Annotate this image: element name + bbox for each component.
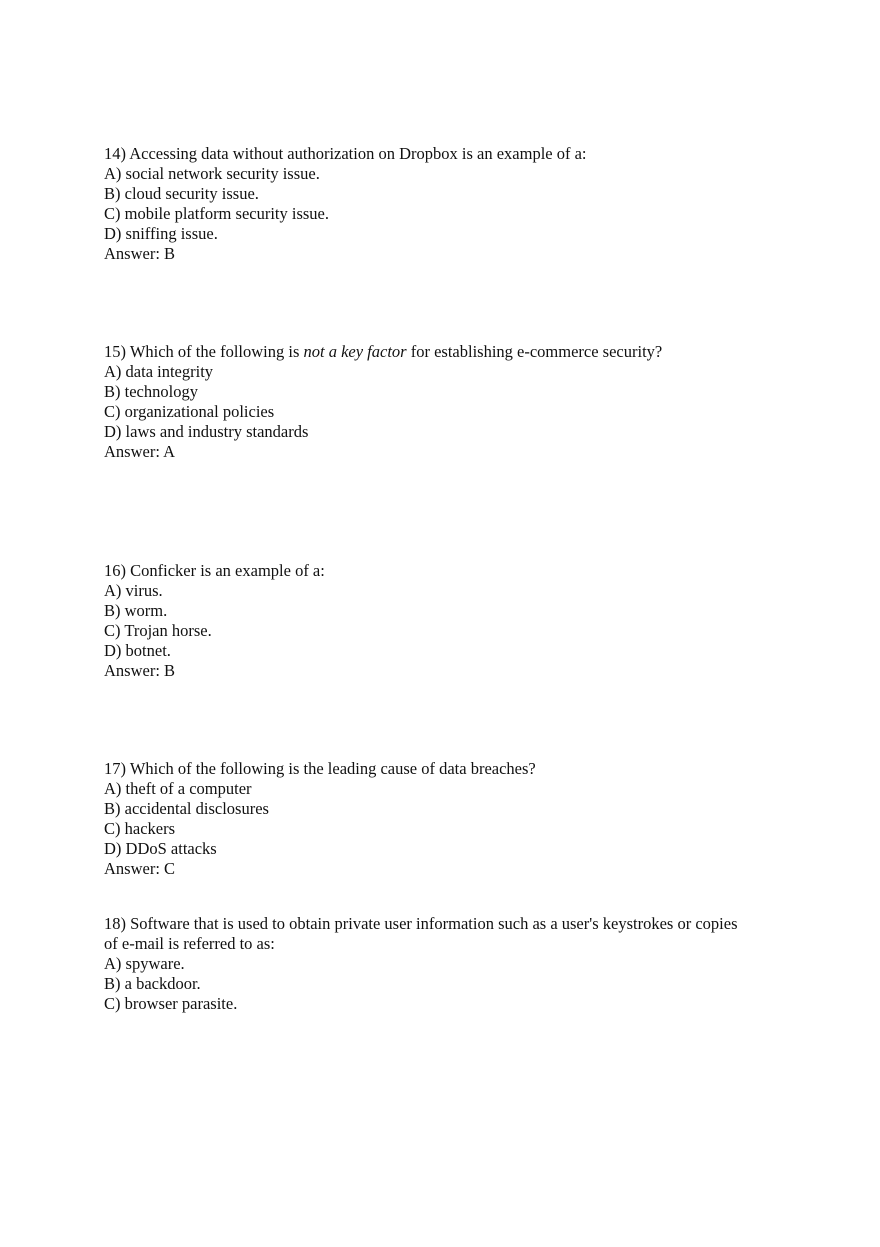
question-stem: 17) Which of the following is the leading cause of data breaches? [104, 759, 536, 778]
question-stem [104, 342, 784, 362]
question-stem-line-2: of e-mail is referred to as: [104, 934, 275, 953]
question-15 [104, 342, 784, 462]
option-d: D) sniffing issue. [104, 224, 218, 243]
option-b: B) cloud security issue. [104, 184, 259, 203]
answer-line: Answer: B [104, 661, 176, 680]
stem-before: 15) Which of the following is [104, 342, 304, 361]
question-stem: 16) Conficker is an example of a: [104, 561, 325, 580]
answer-line: Answer: C [104, 859, 176, 878]
option-a: A) spyware. [104, 954, 185, 973]
option-c: C) organizational policies [104, 402, 275, 421]
question-stem-line-1: 18) Software that is used to obtain private user information such as a user's keystrokes or copies [104, 914, 738, 933]
question-16 [104, 561, 784, 681]
question-17 [104, 759, 784, 879]
stem-after: for establishing e-commerce security? [406, 342, 663, 361]
option-c: C) mobile platform security issue. [104, 204, 329, 223]
option-a: A) data integrity [104, 362, 214, 381]
option-b: B) technology [104, 382, 198, 401]
stem-emphasis: not a key factor [303, 342, 407, 361]
option-b: B) worm. [104, 601, 168, 620]
option-a: A) social network security issue. [104, 164, 320, 183]
option-d: D) laws and industry standards [104, 422, 309, 441]
option-c: C) hackers [104, 819, 176, 838]
option-c: C) Trojan horse. [104, 621, 212, 640]
option-a: A) virus. [104, 581, 163, 600]
option-b: B) a backdoor. [104, 974, 201, 993]
answer-line: Answer: B [104, 244, 176, 263]
option-a: A) theft of a computer [104, 779, 252, 798]
question-stem: 14) Accessing data without authorization on Dropbox is an example of a: [104, 144, 587, 163]
option-d: D) DDoS attacks [104, 839, 217, 858]
answer-line: Answer: A [104, 442, 176, 461]
option-d: D) botnet. [104, 641, 171, 660]
question-14 [104, 144, 784, 264]
option-c: C) browser parasite. [104, 994, 238, 1013]
option-b: B) accidental disclosures [104, 799, 269, 818]
question-18 [104, 914, 784, 1014]
